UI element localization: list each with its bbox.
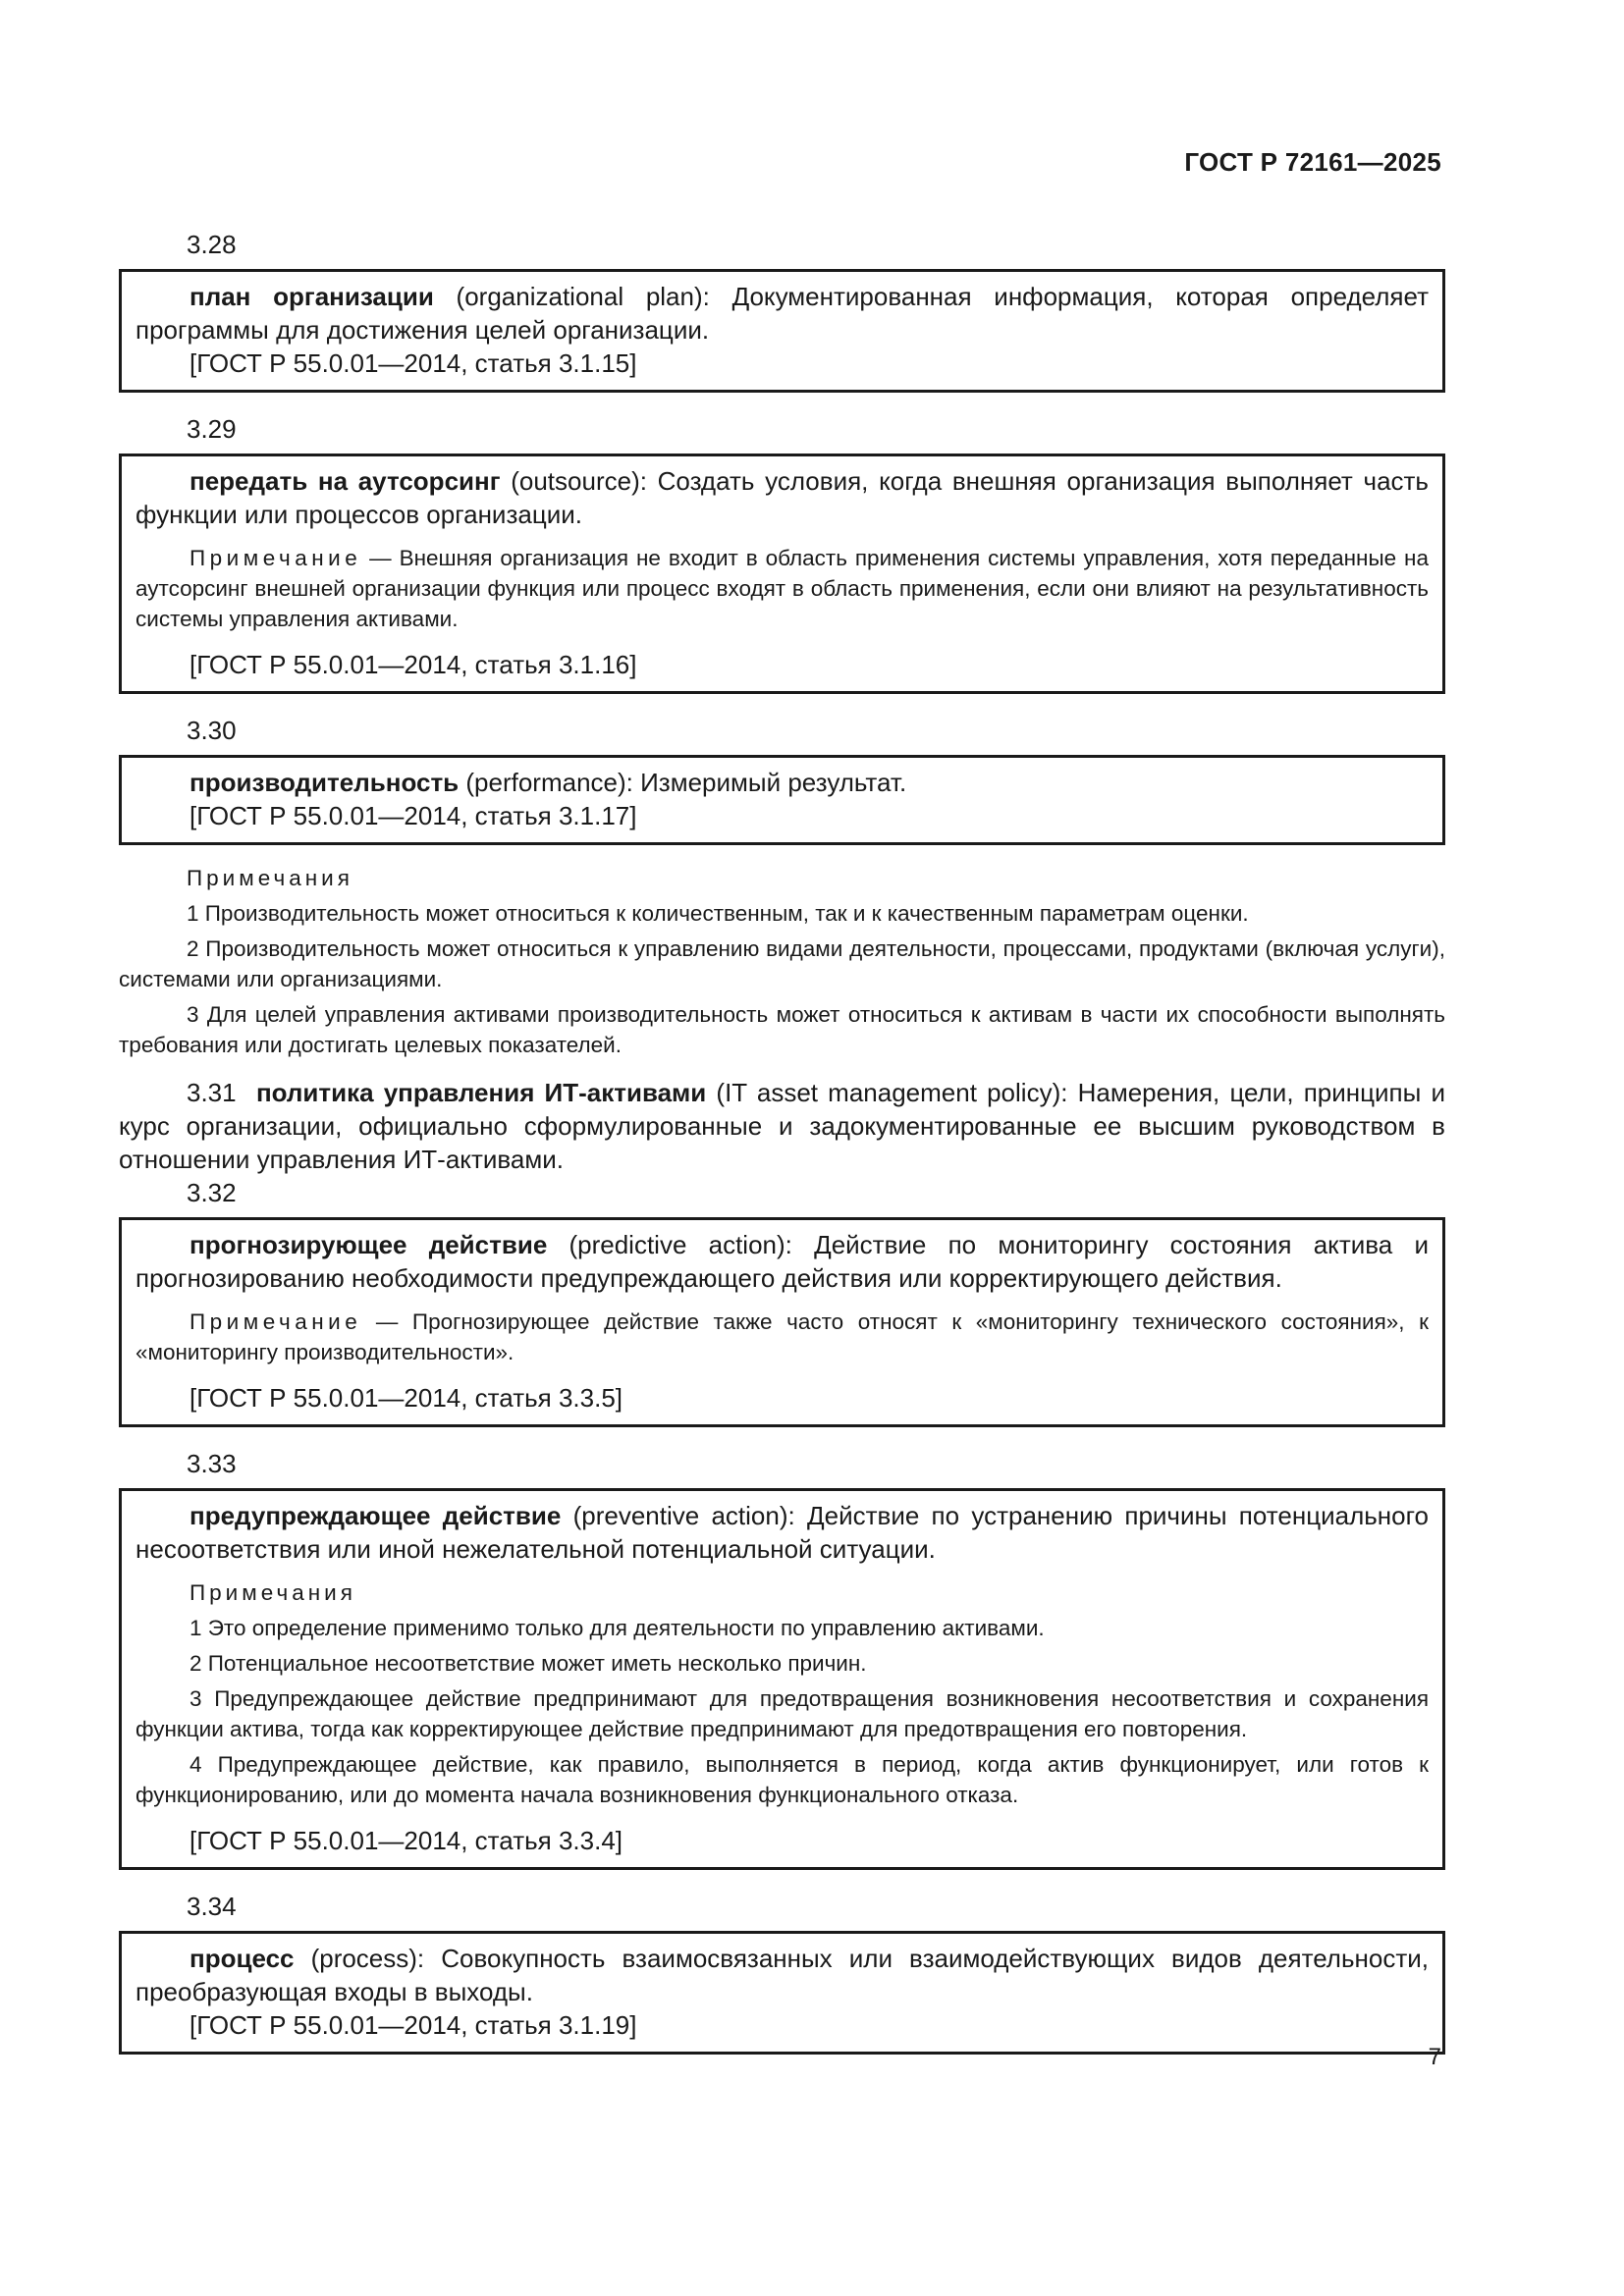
source-reference: [ГОСТ Р 55.0.01—2014, статья 3.3.5] xyxy=(189,1383,623,1413)
note-item: 1 Производительность может относиться к количественным, так и к качественным параметрам оценки. xyxy=(187,901,1249,926)
note-text: — Прогнозирующее действие также часто относят к «мониторингу технического состояния», к «мониторингу производительности». xyxy=(135,1309,1429,1364)
source-reference: [ГОСТ Р 55.0.01—2014, статья 3.1.15] xyxy=(189,348,637,378)
definition-text: (predictive action): Действие по мониторингу состояния актива и прогнозированию необходимости предупреждающего действия или корректирующего действия. xyxy=(135,1230,1429,1293)
definition-box xyxy=(119,1217,1445,1427)
term: прогнозирующее действие xyxy=(189,1230,548,1259)
content xyxy=(119,224,1445,2055)
note xyxy=(135,1307,1429,1367)
term: процесс xyxy=(189,1944,295,1973)
term: предупреждающее действие xyxy=(189,1501,562,1530)
note-text: — Внешняя организация не входит в область применения системы управления, хотя переданные на аутсорсинг внешней организации функция или процесс входят в область применения, если они влияют на результативность системы управления активами. xyxy=(135,546,1429,631)
definition xyxy=(135,1228,1429,1295)
note-item: 2 Производительность может относиться к управлению видами деятельности, процессами, продуктами (включая услуги), системами или организациями. xyxy=(119,936,1445,991)
notes-heading: Примечания xyxy=(187,866,353,890)
notes-block xyxy=(119,863,1445,1060)
definition-box xyxy=(119,1488,1445,1870)
definition-text: (IT asset management policy): Намерения, цели, принципы и курс организации, официально сформулированные и задокументированные ее высшим руководством в отношении управления ИТ-активами. xyxy=(119,1078,1446,1174)
definition-text: (performance): Измеримый результат. xyxy=(459,768,907,797)
definition-box xyxy=(119,755,1445,845)
note-item: 4 Предупреждающее действие, как правило, выполняется в период, когда актив функционирует, или готов к функционированию, или до момента начала возникновения функционального отказа. xyxy=(135,1752,1429,1807)
entry-number: 3.31 xyxy=(187,1078,237,1107)
note-label: Примечание xyxy=(189,1309,362,1334)
term: производительность xyxy=(189,768,460,797)
note xyxy=(135,543,1429,634)
definition xyxy=(135,1499,1429,1566)
note-item: 3 Предупреждающее действие предпринимают для предотвращения возникновения несоответствия и сохранения функции актива, тогда как корректирующее действие предпринимают для предотвращения его повторения. xyxy=(135,1686,1429,1741)
page-number: 7 xyxy=(1428,2044,1441,2070)
definition xyxy=(135,1942,1429,2008)
source-reference: [ГОСТ Р 55.0.01—2014, статья 3.3.4] xyxy=(189,1826,623,1855)
term: политика управления ИТ-активами xyxy=(255,1078,707,1107)
definition-text: (preventive action): Действие по устранению причины потенциального несоответствия или иной нежелательной потенциальной ситуации. xyxy=(135,1501,1429,1564)
definition-box xyxy=(119,269,1445,393)
definition xyxy=(135,464,1429,531)
term: план организации xyxy=(189,282,434,311)
term: передать на аутсорсинг xyxy=(189,466,501,496)
definition-text: (process): Совокупность взаимосвязанных или взаимодействующих видов деятельности, преобразующая входы в выходы. xyxy=(135,1944,1429,2006)
entry-number: 3.34 xyxy=(187,1892,237,1921)
notes-heading: Примечания xyxy=(189,1580,356,1605)
definition-box xyxy=(119,1931,1445,2055)
definition xyxy=(135,280,1429,347)
source-reference: [ГОСТ Р 55.0.01—2014, статья 3.1.19] xyxy=(189,2010,637,2040)
definition-inline xyxy=(119,1076,1445,1176)
note-item: 2 Потенциальное несоответствие может иметь несколько причин. xyxy=(189,1651,867,1676)
definition-text: (outsource): Создать условия, когда внешняя организация выполняет часть функции или процессов организации. xyxy=(135,466,1429,529)
note-item: 1 Это определение применимо только для деятельности по управлению активами. xyxy=(189,1616,1045,1640)
entry-number: 3.30 xyxy=(187,716,237,745)
note-item: 3 Для целей управления активами производительность может относиться к активам в части их способности выполнять требования или достигать целевых показателей. xyxy=(119,1002,1445,1057)
source-reference: [ГОСТ Р 55.0.01—2014, статья 3.1.17] xyxy=(189,801,637,830)
note-label: Примечание xyxy=(189,546,362,570)
entry-number: 3.28 xyxy=(187,230,237,259)
source-reference: [ГОСТ Р 55.0.01—2014, статья 3.1.16] xyxy=(189,650,637,679)
definition xyxy=(135,766,1429,799)
definition-box xyxy=(119,454,1445,694)
page-header-standard: ГОСТ Р 72161—2025 xyxy=(1184,147,1441,177)
entry-number: 3.29 xyxy=(187,414,237,444)
entry-number: 3.33 xyxy=(187,1449,237,1478)
definition-text: (organizational plan): Документированная информация, которая определяет программы для достижения целей организации. xyxy=(135,282,1430,345)
entry-number: 3.32 xyxy=(187,1178,237,1207)
